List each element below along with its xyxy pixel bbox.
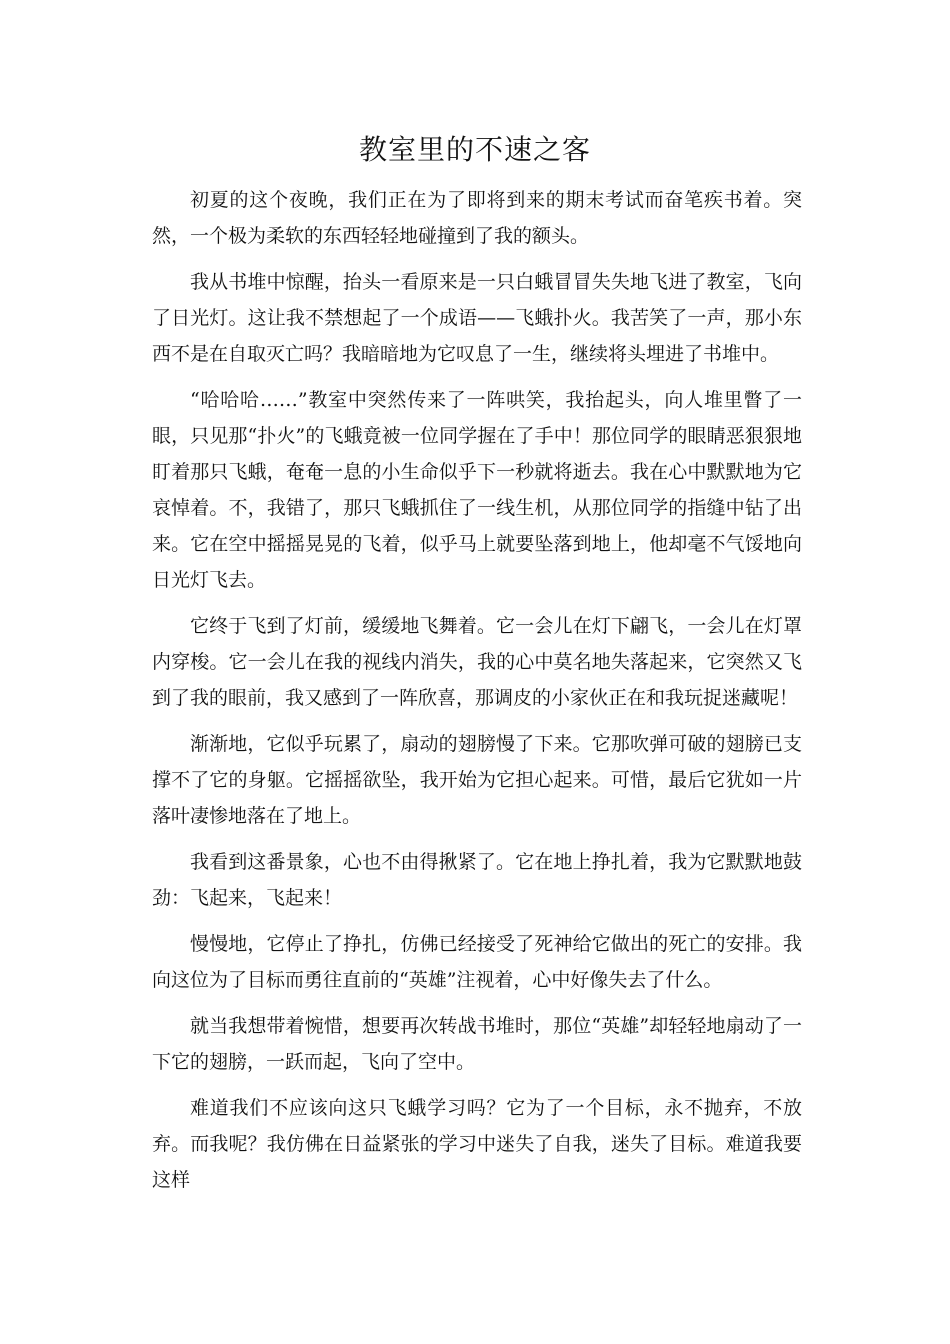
- paragraph: 初夏的这个夜晚，我们正在为了即将到来的期末考试而奋笔疾书着。突然，一个极为柔软的东西轻轻地碰撞到了我的额头。: [152, 189, 802, 247]
- paragraph: 慢慢地，它停止了挣扎，仿佛已经接受了死神给它做出的死亡的安排。我向这位为了目标而勇往直前的“英雄”注视着，心中好像失去了什么。: [152, 933, 802, 991]
- paragraph: 就当我想带着惋惜，想要再次转战书堆时，那位“英雄”却轻轻地扇动了一下它的翅膀，一跃而起，飞向了空中。: [152, 1015, 802, 1073]
- paragraph: 难道我们不应该向这只飞蛾学习吗？它为了一个目标，永不抛弃，不放弃。而我呢？我仿佛在日益紧张的学习中迷失了自我，迷失了目标。难道我要这样: [152, 1097, 802, 1191]
- document-title: 教室里的不速之客: [358, 133, 591, 166]
- document-body: [152, 182, 802, 1208]
- paragraph: 我从书堆中惊醒，抬头一看原来是一只白蛾冒冒失失地飞进了教室，飞向了日光灯。这让我不禁想起了一个成语——飞蛾扑火。我苦笑了一声，那小东西不是在自取灭亡吗？我暗暗地为它叹息了一生，继续将头埋进了书堆中。: [152, 271, 802, 365]
- paragraph: 我看到这番景象，心也不由得揪紧了。它在地上挣扎着，我为它默默地鼓劲：飞起来，飞起来！: [152, 851, 802, 909]
- paragraph: 它终于飞到了灯前，缓缓地飞舞着。它一会儿在灯下翩飞，一会儿在灯罩内穿梭。它一会儿在我的视线内消失，我的心中莫名地失落起来，它突然又飞到了我的眼前，我又感到了一阵欣喜，那调皮的小家伙正在和我玩捉迷藏呢！: [152, 615, 802, 709]
- paragraph: “哈哈哈……”教室中突然传来了一阵哄笑，我抬起头，向人堆里瞥了一眼，只见那“扑火”的飞蛾竟被一位同学握在了手中！那位同学的眼睛恶狠狠地盯着那只飞蛾，奄奄一息的小生命似乎下一秒就将逝去。我在心中默默地为它哀悼着。不，我错了，那只飞蛾抓住了一线生机，从那位同学的指缝中钻了出来。它在空中摇摇晃晃的飞着，似乎马上就要坠落到地上，他却毫不气馁地向日光灯飞去。: [152, 389, 802, 591]
- paragraph: 渐渐地，它似乎玩累了，扇动的翅膀慢了下来。它那吹弹可破的翅膀已支撑不了它的身躯。它摇摇欲坠，我开始为它担心起来。可惜，最后它犹如一片落叶凄惨地落在了地上。: [152, 733, 802, 827]
